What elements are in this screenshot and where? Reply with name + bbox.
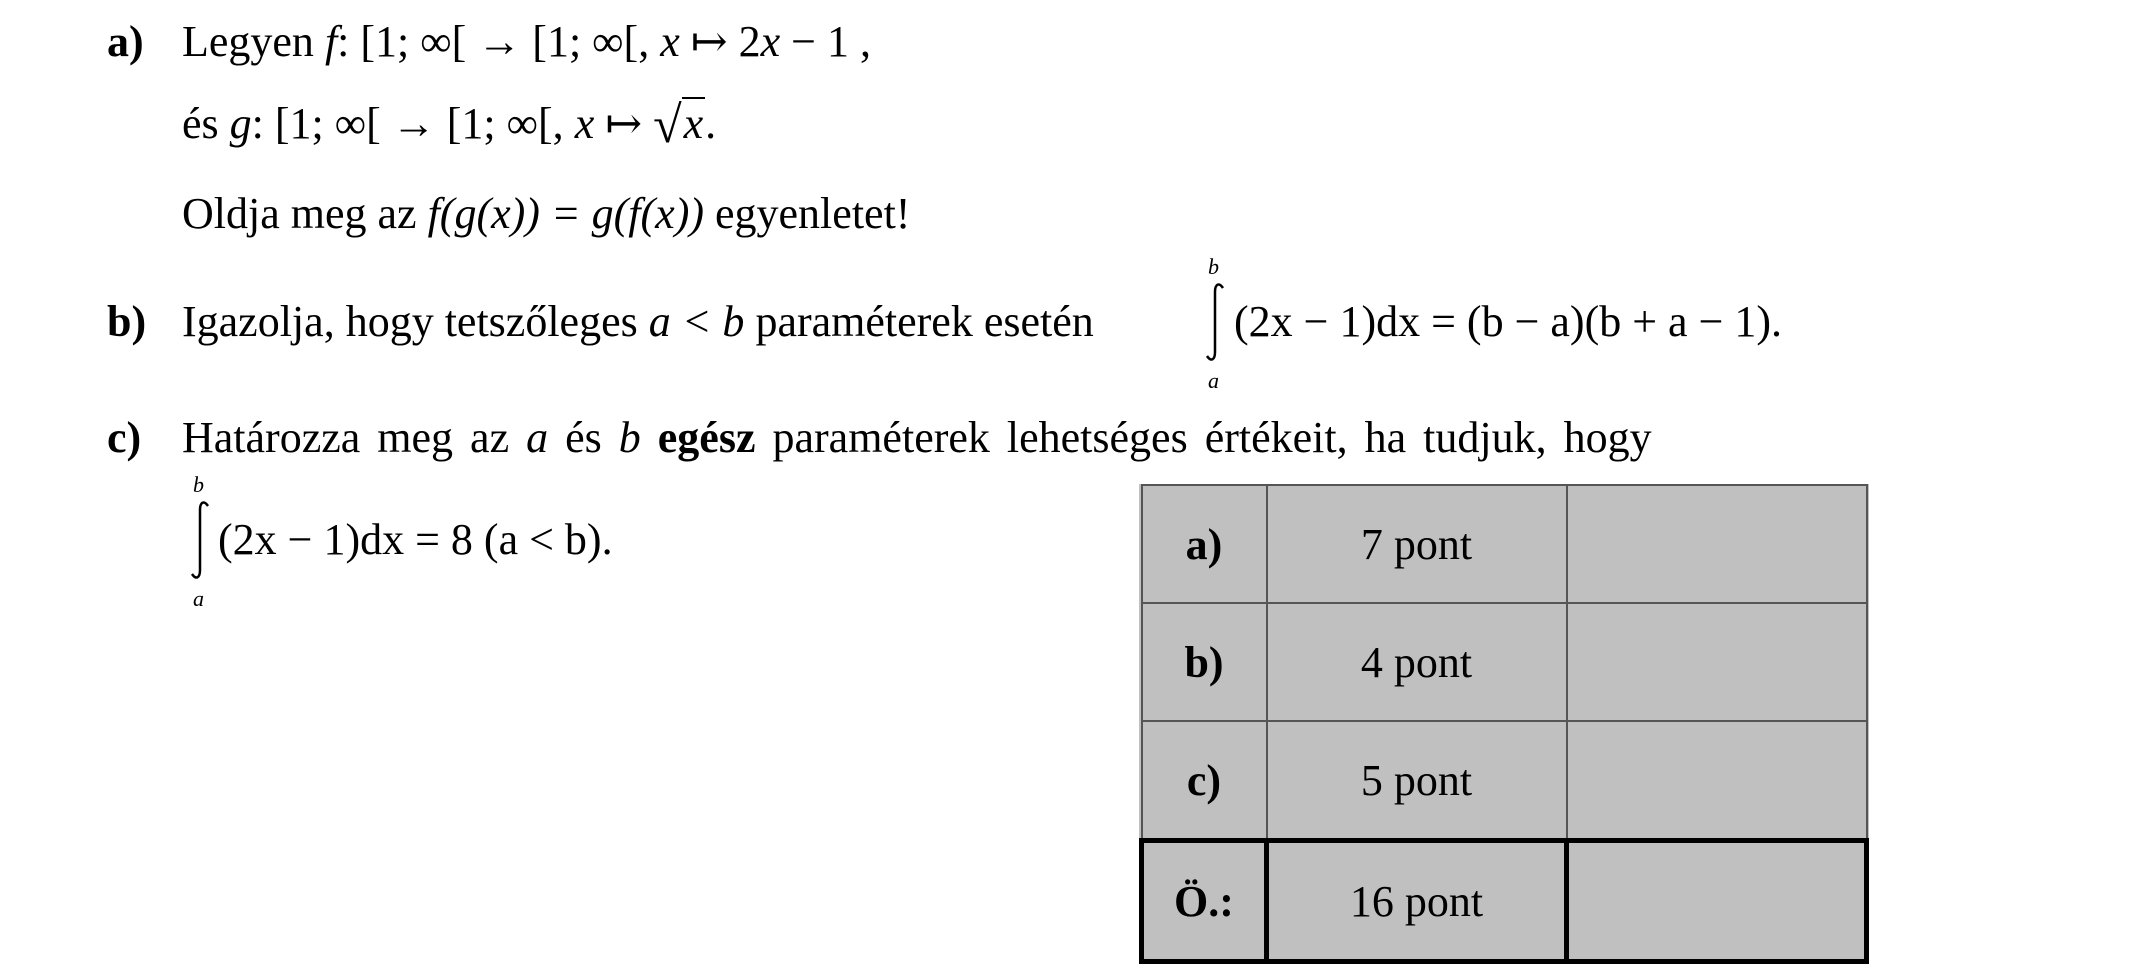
part-a-rule: ↦ 2 xyxy=(690,17,761,66)
score-total-points: 16 pont xyxy=(1267,841,1567,962)
square-root xyxy=(653,96,705,154)
part-a-label: a) xyxy=(107,17,144,66)
score-part: c) xyxy=(1142,721,1267,841)
part-c-line1 xyxy=(182,413,1652,462)
integral-sign-icon xyxy=(188,500,212,580)
part-c-lower-limit: a xyxy=(193,586,204,611)
part-c-text2: paraméterek lehetséges értékeit, ha tudjuk, hogy xyxy=(772,413,1652,462)
part-a-x: x xyxy=(660,17,680,66)
score-earned-cell[interactable] xyxy=(1567,603,1867,721)
score-total-earned-cell[interactable] xyxy=(1567,841,1867,962)
part-b-upper-limit: b xyxy=(1208,254,1219,279)
part-a-line1 xyxy=(182,17,871,66)
score-earned-cell[interactable] xyxy=(1567,485,1867,603)
part-a-line2-prefix: és xyxy=(182,99,219,148)
part-c-b: b xyxy=(618,413,641,462)
part-a-x2: x xyxy=(760,17,781,66)
score-total-label: Ö.: xyxy=(1142,841,1267,962)
part-a-f: f xyxy=(324,17,338,66)
part-c-es: és xyxy=(565,413,602,462)
sqrt-radicand: x xyxy=(683,99,704,148)
part-b-text: Igazolja, hogy tetszőleges xyxy=(182,297,638,346)
part-a-instruction: Oldja meg az xyxy=(182,189,417,238)
part-a-tail: − 1 , xyxy=(791,17,871,66)
score-earned-cell[interactable] xyxy=(1567,721,1867,841)
part-a-line2 xyxy=(182,96,717,154)
part-a-f-mapping: : [1; ∞[ → [1; ∞[, xyxy=(337,17,650,66)
part-a-g-x: x xyxy=(574,99,595,148)
score-row-total xyxy=(1142,841,1867,962)
part-c-upper-limit: b xyxy=(193,472,204,497)
integral-sign-icon xyxy=(1203,282,1227,362)
part-b-line xyxy=(182,297,1094,346)
part-a-instruction-tail: egyenletet! xyxy=(715,189,911,238)
part-b-label: b) xyxy=(107,297,147,346)
score-points: 7 pont xyxy=(1267,485,1567,603)
part-a-g-mapping: : [1; ∞[ → [1; ∞[, xyxy=(251,99,564,148)
part-c-formula: (2x − 1)dx = 8 (a < b). xyxy=(218,515,613,564)
score-row-a xyxy=(1142,485,1867,603)
part-a-line3 xyxy=(182,189,911,238)
radical-sign-icon: √ xyxy=(653,97,682,154)
part-b-formula: (2x − 1)dx = (b − a)(b + a − 1). xyxy=(1234,297,1783,346)
score-table xyxy=(1139,484,1869,964)
part-c-label: c) xyxy=(107,413,142,462)
part-b-lower-limit: a xyxy=(1208,368,1219,393)
part-a-line1-prefix: Legyen xyxy=(182,17,314,66)
score-row-c xyxy=(1142,721,1867,841)
part-c-text1: Határozza meg az xyxy=(182,413,510,462)
part-b-text2: paraméterek esetén xyxy=(755,297,1094,346)
score-part: a) xyxy=(1142,485,1267,603)
part-a-g-arrow: ↦ xyxy=(605,99,643,148)
part-a-g: g xyxy=(229,99,252,148)
score-points: 5 pont xyxy=(1267,721,1567,841)
score-points: 4 pont xyxy=(1267,603,1567,721)
part-c-bold-word: egész xyxy=(657,413,756,462)
part-a-line2-tail: . xyxy=(705,99,717,148)
part-c-a: a xyxy=(526,413,549,462)
score-part: b) xyxy=(1142,603,1267,721)
score-row-b xyxy=(1142,603,1867,721)
part-b-condition: a < b xyxy=(648,297,745,346)
part-a-equation: f(g(x)) = g(f(x)) xyxy=(427,189,704,238)
